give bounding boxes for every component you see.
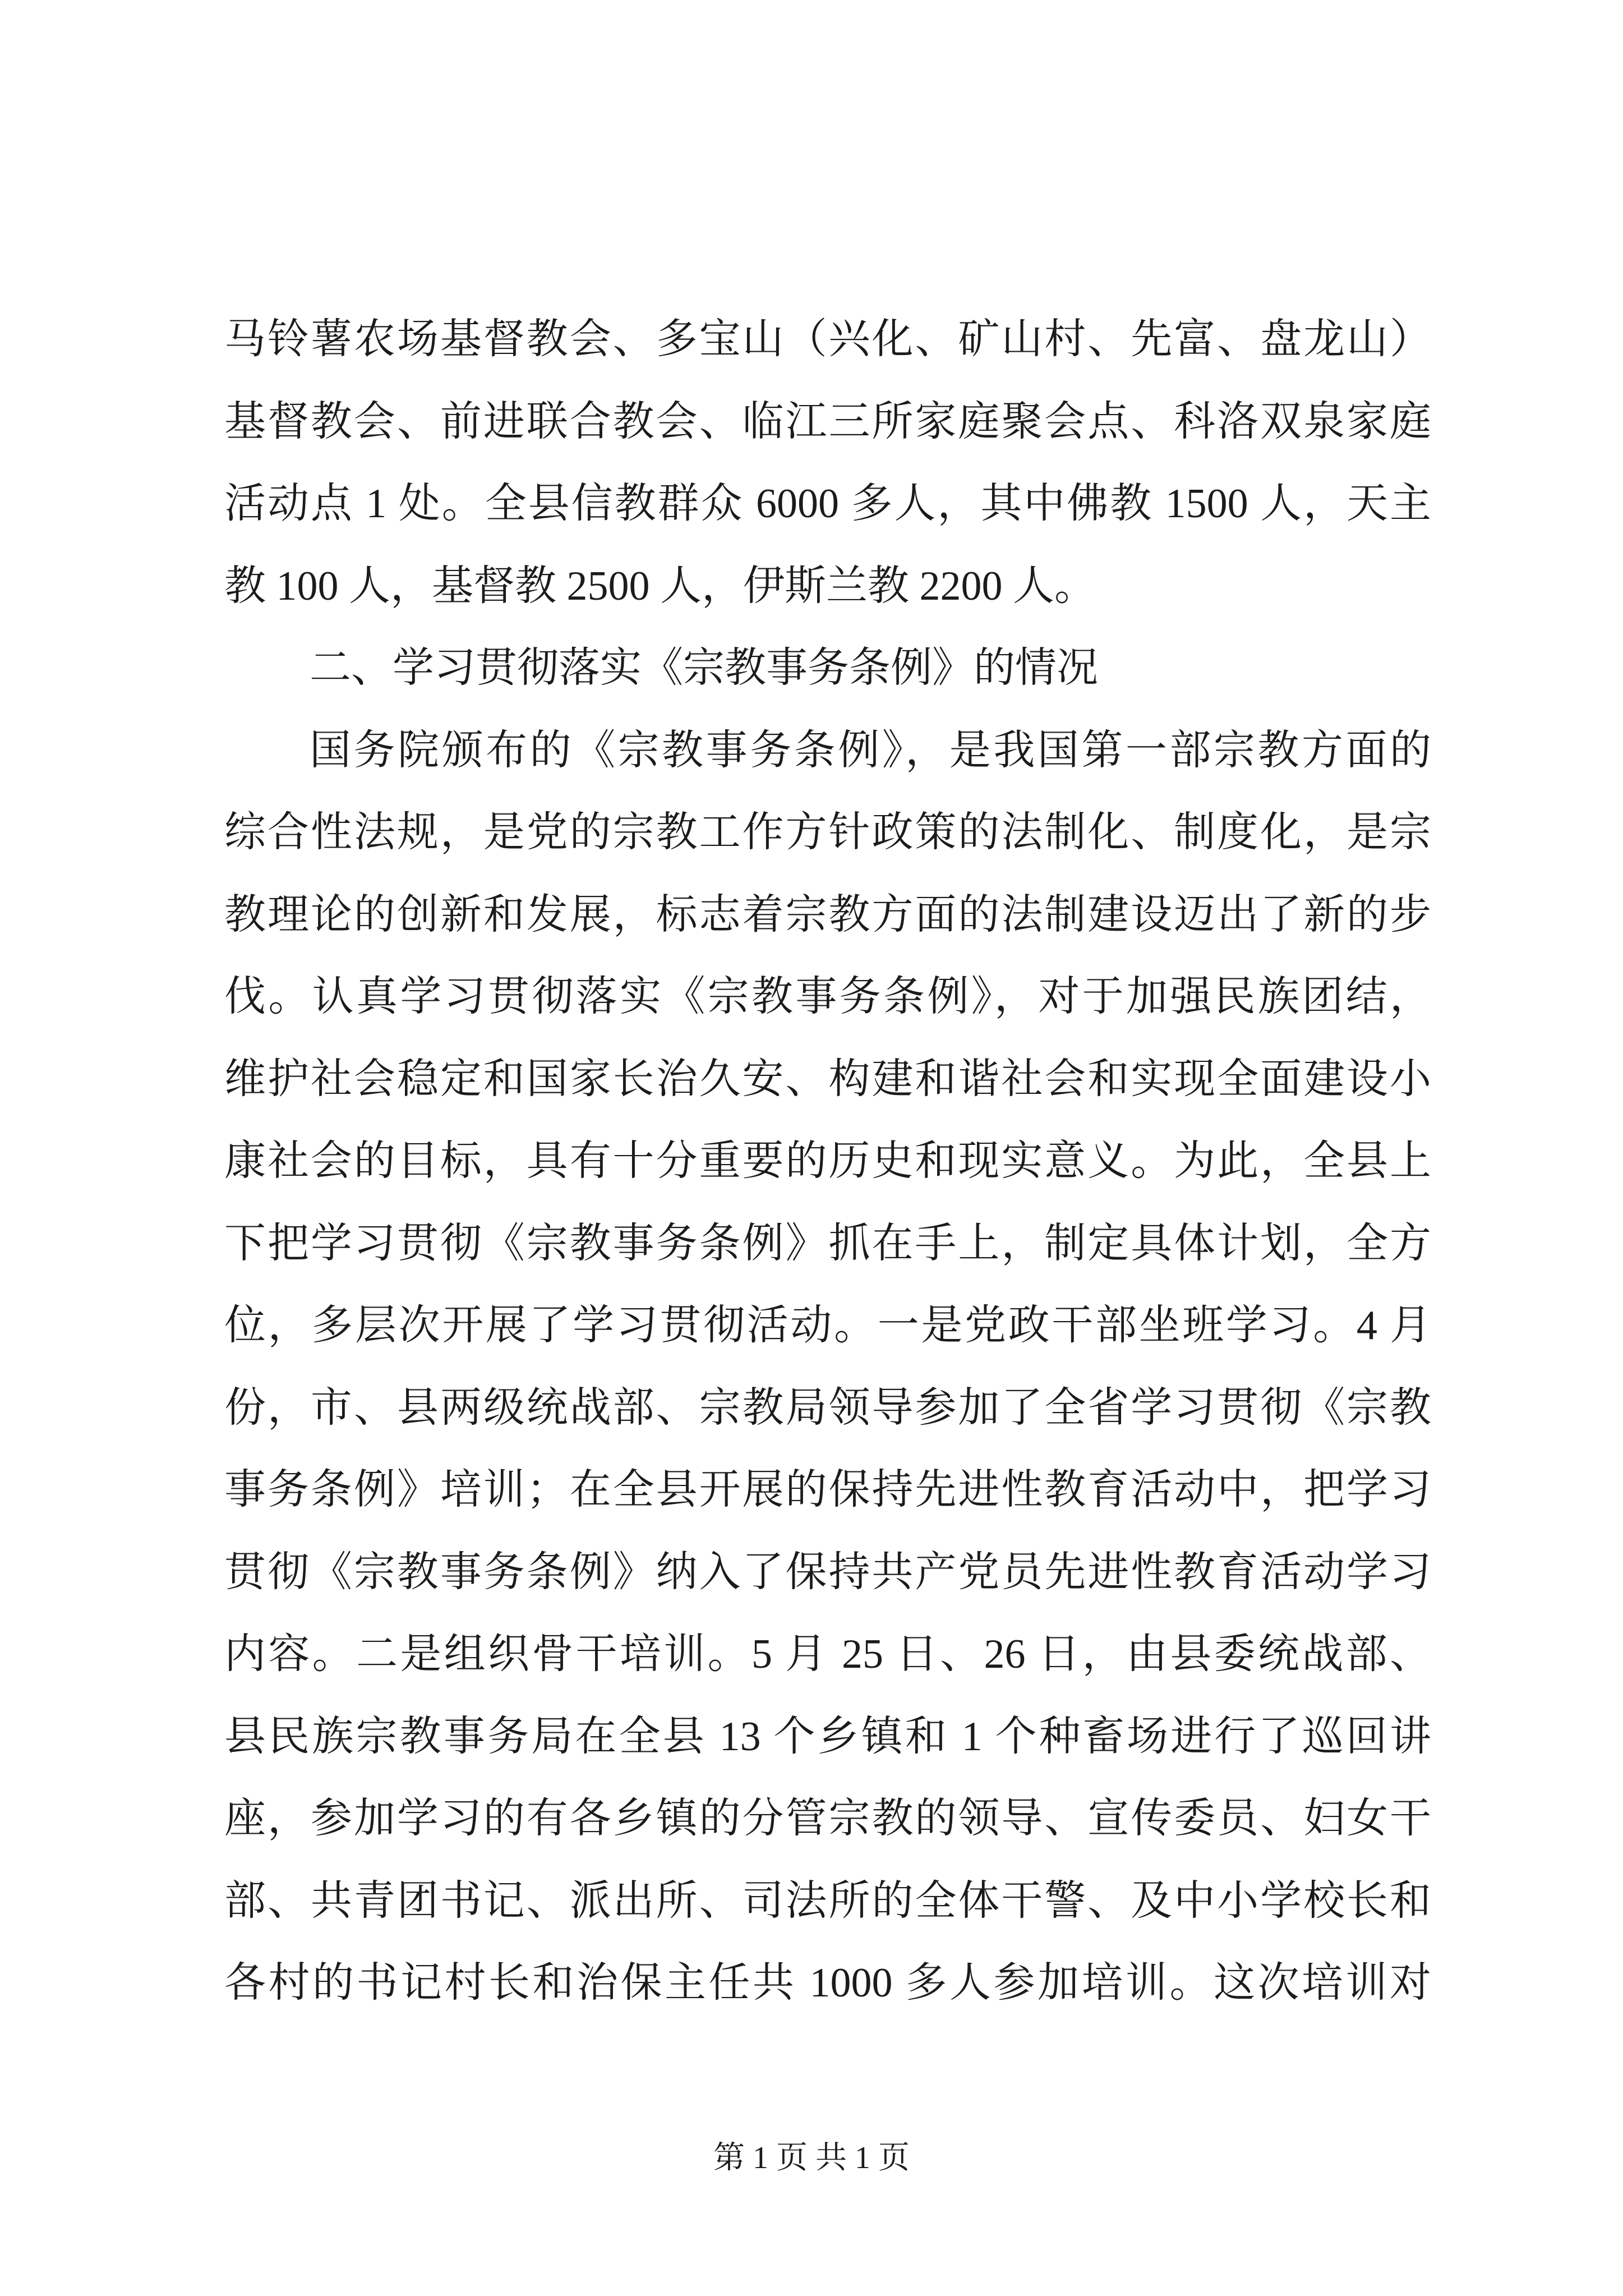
text-line: 下把学习贯彻《宗教事务条例》抓在手上，制定具体计划，全方 xyxy=(224,1220,1431,1267)
text-line: 综合性法规，是党的宗教工作方针政策的法制化、制度化，是宗 xyxy=(224,809,1431,855)
text-line: 马铃薯农场基督教会、多宝山（兴化、矿山村、先富、盘龙山） xyxy=(224,316,1431,362)
text-line: 维护社会稳定和国家长治久安、构建和谐社会和实现全面建设小 xyxy=(224,1056,1431,1102)
text-line: 内容。二是组织骨干培训。5 月 25 日、26 日，由县委统战部、 xyxy=(224,1631,1431,1677)
text-line: 座，参加学习的有各乡镇的分管宗教的领导、宣传委员、妇女干 xyxy=(224,1796,1431,1842)
section-heading: 二、学习贯彻落实《宗教事务条例》的情况 xyxy=(310,645,1098,691)
text-line: 教理论的创新和发展，标志着宗教方面的法制建设迈出了新的步 xyxy=(224,891,1431,938)
text-line: 部、共青团书记、派出所、司法所的全体干警、及中小学校长和 xyxy=(224,1878,1431,1924)
text-line: 基督教会、前进联合教会、临江三所家庭聚会点、科洛双泉家庭 xyxy=(224,398,1431,445)
text-line: 活动点 1 处。全县信教群众 6000 多人，其中佛教 1500 人，天主 xyxy=(224,481,1431,527)
text-line: 教 100 人，基督教 2500 人，伊斯兰教 2200 人。 xyxy=(224,563,1096,609)
text-line: 位，多层次开展了学习贯彻活动。一是党政干部坐班学习。4 月 xyxy=(224,1303,1431,1349)
text-line: 贯彻《宗教事务条例》纳入了保持共产党员先进性教育活动学习 xyxy=(224,1549,1431,1595)
text-line: 康社会的目标，具有十分重要的历史和现实意义。为此，全县上 xyxy=(224,1138,1431,1184)
document-body xyxy=(224,298,1431,2024)
text-line: 各村的书记村长和治保主任共 1000 多人参加培训。这次培训对 xyxy=(224,1960,1431,2006)
page-number-footer: 第 1 页 共 1 页 xyxy=(713,2141,910,2175)
text-line: 国务院颁布的《宗教事务条例》，是我国第一部宗教方面的 xyxy=(310,727,1431,774)
text-line: 伐。认真学习贯彻落实《宗教事务条例》，对于加强民族团结， xyxy=(224,974,1431,1020)
text-line: 份，市、县两级统战部、宗教局领导参加了全省学习贯彻《宗教 xyxy=(224,1384,1431,1431)
text-line: 事务条例》培训；在全县开展的保持先进性教育活动中，把学习 xyxy=(224,1467,1431,1513)
text-line: 县民族宗教事务局在全县 13 个乡镇和 1 个种畜场进行了巡回讲 xyxy=(224,1713,1431,1760)
